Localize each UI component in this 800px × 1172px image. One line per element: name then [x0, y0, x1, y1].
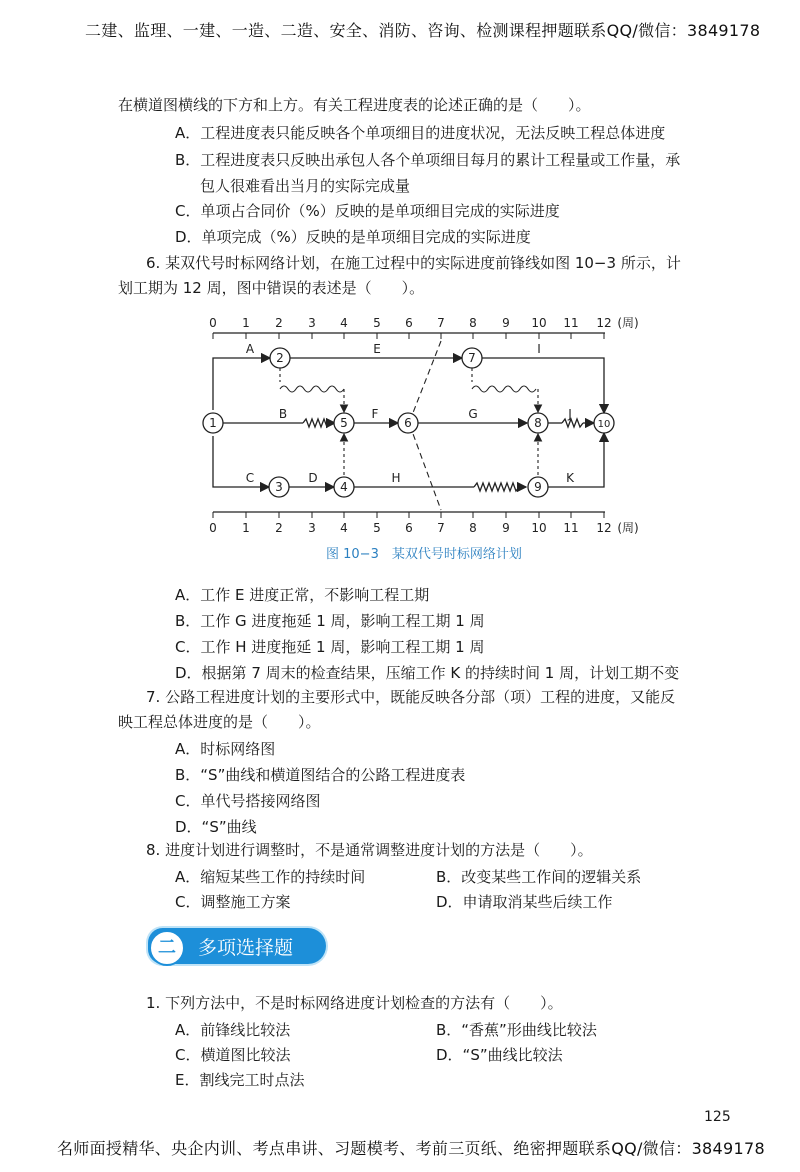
top-tick-label: 3	[308, 316, 316, 330]
node-label: 5	[340, 416, 348, 430]
activity-k-arrow	[548, 433, 604, 487]
top-axis-unit: (周)	[617, 316, 639, 330]
q7-option-d: D．“S”曲线	[175, 818, 257, 836]
top-tick-label: 0	[209, 316, 217, 330]
activity-label: I	[537, 342, 541, 356]
top-tick-label: 9	[502, 316, 510, 330]
q6-option-c: C．工作 H 进度拖延 1 周，影响工程工期 1 周	[175, 638, 485, 656]
top-axis-ticks	[213, 333, 604, 339]
node-label: 6	[404, 416, 412, 430]
bottom-tick-label: 4	[340, 521, 348, 535]
node-label: 1	[209, 416, 217, 430]
mq1-stem: 1. 下列方法中，不是时标网络进度计划检查的方法有（ ）。	[146, 994, 563, 1012]
dummy-7-8-wavy	[472, 386, 536, 392]
q8-option-b: B．改变某些工作间的逻辑关系	[436, 868, 642, 886]
q6-option-b: B．工作 G 进度拖延 1 周，影响工程工期 1 周	[175, 612, 485, 630]
bottom-tick-label: 3	[308, 521, 316, 535]
bottom-tick-label: 8	[469, 521, 477, 535]
bottom-axis-ticks	[213, 512, 604, 518]
node-label: 2	[276, 351, 284, 365]
footer-banner: 名师面授精华、央企内训、考点串讲、习题模考、考前三页纸、绝密押题联系QQ/微信：3849178	[57, 1139, 765, 1158]
top-tick-label: 11	[563, 316, 579, 330]
activity-j-free-float	[562, 419, 583, 427]
q5-option-d: D．单项完成（%）反映的是单项细目完成的实际进度	[175, 228, 531, 246]
figure-caption: 图 10−3 某双代号时标网络计划	[326, 547, 522, 562]
top-tick-label: 4	[340, 316, 348, 330]
header-banner: 二建、监理、一建、一造、二造、安全、消防、咨询、检测课程押题联系QQ/微信：3849178	[85, 21, 761, 40]
top-tick-label: 5	[373, 316, 381, 330]
node-label: 7	[468, 351, 476, 365]
top-tick-label: 2	[275, 316, 283, 330]
q5-option-c: C．单项占合同价（%）反映的是单项细目完成的实际进度	[175, 202, 560, 220]
bottom-tick-label: 12	[596, 521, 612, 535]
activity-label: G	[468, 407, 478, 421]
activity-h-free-float	[474, 483, 519, 491]
mq1-option-d: D．“S”曲线比较法	[436, 1046, 563, 1064]
node-label: 9	[534, 480, 542, 494]
node-label: 10	[597, 419, 611, 430]
top-tick-label: 1	[242, 316, 250, 330]
q8-option-c: C．调整施工方案	[175, 893, 291, 911]
q5-option-a: A．工程进度表只能反映各个单项细目的进度状况，无法反映工程总体进度	[175, 124, 666, 142]
section-number: 二	[149, 930, 185, 966]
q7-option-a: A．时标网络图	[175, 740, 276, 758]
q6-stem-line2: 划工期为 12 周，图中错误的表述是（ ）。	[118, 279, 425, 297]
q5-option-b-cont: 包人很难看出当月的实际完成量	[200, 177, 411, 195]
q7-stem-line1: 7. 公路工程进度计划的主要形式中，既能反映各分部（项）工程的进度，又能反	[146, 688, 676, 706]
q7-option-c: C．单代号搭接网络图	[175, 792, 321, 810]
node-label: 8	[534, 416, 542, 430]
q7-stem-line2: 映工程总体进度的是（ ）。	[118, 713, 321, 731]
bottom-tick-label: 1	[242, 521, 250, 535]
activity-label: F	[371, 407, 379, 421]
top-tick-label: 10	[531, 316, 547, 330]
mq1-option-b: B．“香蕉”形曲线比较法	[436, 1021, 597, 1039]
top-tick-label: 12	[596, 316, 612, 330]
activity-label: J	[568, 407, 572, 421]
activity-label: H	[391, 471, 401, 485]
activity-label: E	[373, 342, 381, 356]
top-tick-label: 7	[437, 316, 445, 330]
q6-option-d: D．根据第 7 周末的检查结果，压缩工作 K 的持续时间 1 周，计划工期不变	[175, 664, 680, 682]
mq1-option-a: A．前锋线比较法	[175, 1021, 291, 1039]
bottom-tick-label: 5	[373, 521, 381, 535]
activity-label: C	[245, 471, 255, 485]
activity-label: B	[278, 407, 288, 421]
mq1-option-e: E．割线完工时点法	[175, 1071, 305, 1089]
section-title: 多项选择题	[198, 937, 294, 959]
bottom-tick-label: 10	[531, 521, 547, 535]
time-scaled-network-figure	[0, 300, 800, 570]
activity-label: D	[308, 471, 318, 485]
bottom-tick-label: 7	[437, 521, 445, 535]
bottom-tick-label: 0	[209, 521, 217, 535]
node-label: 3	[275, 480, 283, 494]
activity-label: K	[566, 471, 574, 485]
q5-stem: 在横道图横线的下方和上方。有关工程进度表的论述正确的是（ ）。	[118, 96, 591, 114]
activity-i-arrow	[482, 358, 604, 413]
q5-option-b: B．工程进度表只反映出承包人各个单项细目每月的累计工程量或工作量，承	[175, 151, 681, 169]
q7-option-b: B．“S”曲线和横道图结合的公路工程进度表	[175, 766, 466, 784]
bottom-tick-label: 9	[502, 521, 510, 535]
q8-option-d: D．申请取消某些后续工作	[436, 893, 613, 911]
bottom-axis-unit: (周)	[617, 521, 639, 535]
bottom-tick-label: 2	[275, 521, 283, 535]
bottom-tick-label: 6	[405, 521, 413, 535]
activity-b-free-float	[303, 419, 334, 427]
q6-stem-line1: 6. 某双代号时标网络计划，在施工过程中的实际进度前锋线如图 10−3 所示，计	[146, 254, 681, 272]
activity-c-arrow	[213, 436, 269, 487]
node-label: 4	[340, 480, 348, 494]
top-tick-label: 6	[405, 316, 413, 330]
mq1-option-c: C．横道图比较法	[175, 1046, 291, 1064]
top-tick-label: 8	[469, 316, 477, 330]
page-number: 125	[704, 1109, 731, 1125]
activity-a-arrow	[213, 358, 270, 410]
q8-stem: 8. 进度计划进行调整时，不是通常调整进度计划的方法是（ ）。	[146, 841, 593, 859]
q6-option-a: A．工作 E 进度正常，不影响工程工期	[175, 586, 430, 604]
dummy-2-5-wavy	[280, 386, 344, 392]
activity-label: A	[245, 342, 255, 356]
bottom-tick-label: 11	[563, 521, 579, 535]
q8-option-a: A．缩短某些工作的持续时间	[175, 868, 366, 886]
